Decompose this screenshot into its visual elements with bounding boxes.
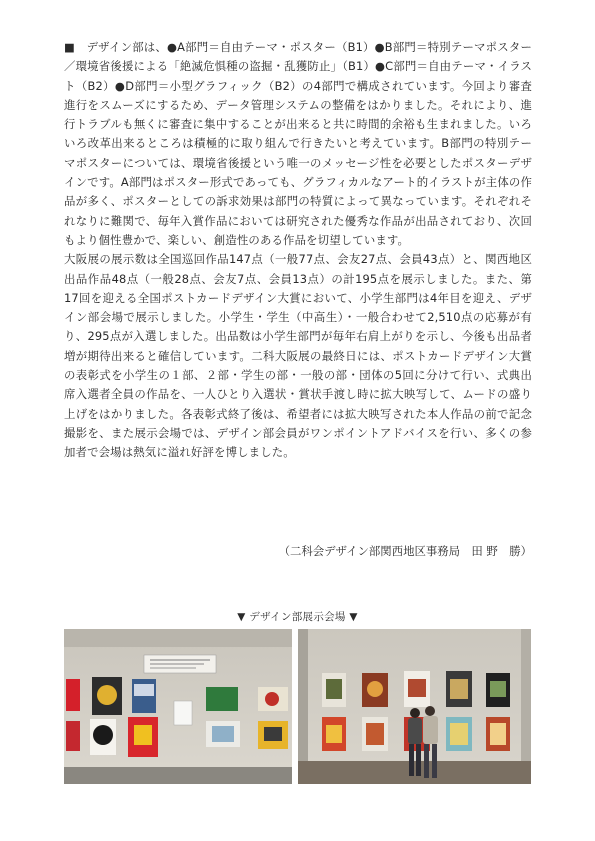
author-signature: （二科会デザイン部関西地区事務局 田 野 勝） — [278, 544, 532, 558]
article-body — [64, 38, 532, 463]
exhibition-photo-right — [298, 629, 531, 784]
photo-caption: ▼ デザイン部展示会場 ▼ — [237, 611, 358, 623]
exhibition-photo-left — [64, 629, 292, 784]
paragraph-2: 大阪展の展示数は全国巡回作品147点（一般77点、会友27点、会員43点）と、関西地区出品作品48点（一般28点、会友7点、会員13点）の計195点を展示しました。また、第17回を迎える全国ポストカードデザイン大賞において、小学生部門は4年目を迎え、デザイン部会場で展示しました。小学生・学生（中高生）・一般合わせて2,510点の応募が有り、295点が入選しました。出品数は小学生部門が毎年右肩上がりを示し、今後も出品者増が期待出来ると確信しています。二科大阪展の最終日には、ポストカードデザイン大賞の表彰式を小学生の１部、２部・学生の部・一般の部・団体の5回に分けて行い、式典出席入選者全員の作品を、一人ひとり入選状・賞状手渡し時に拡大映写して、ムードの盛り上げをはかりました。各表彰式終了後は、希望者には拡大映写された本人作品の前で記念撮影を、また展示会場では、デザイン部会員がワンポイントアドバイスを行い、多くの参加者で会場は熱気に溢れ好評を博しました。 — [64, 252, 532, 460]
paragraph-1: ■ デザイン部は、●A部門＝自由テーマ・ポスター（B1）●B部門＝特別テーマポスター／環境省後援による「絶滅危惧種の盗掘・乱獲防止」（B1）●C部門＝自由テーマ・イラスト（B2）●D部門＝小型グラフィック（B2）の4部門で構成されています。今回より審査進行をスムーズにするため、データ管理システムの整備をはかりました。それにより、進行トラブルも無くに審査に集中することが出来ると共に時間的余裕も生まれました。いろいろ改革出来るところは積極的に取り組んで行きたいと考えています。B部門の特別テーマポスターについては、環境省後援という唯一のメッセージ性を必要としたポスターデザインです。A部門はポスター形式であっても、グラフィカルなアート的イラストが主体の作品が多く、ポスターとしての訴求効果は部門の特質によって異なっています。それぞれそれなりに難関で、毎年入賞作品においては研究された優秀な作品が出品されており、次回もより個性豊かで、楽しい、創造性のある作品を切望しています。 — [64, 40, 532, 247]
